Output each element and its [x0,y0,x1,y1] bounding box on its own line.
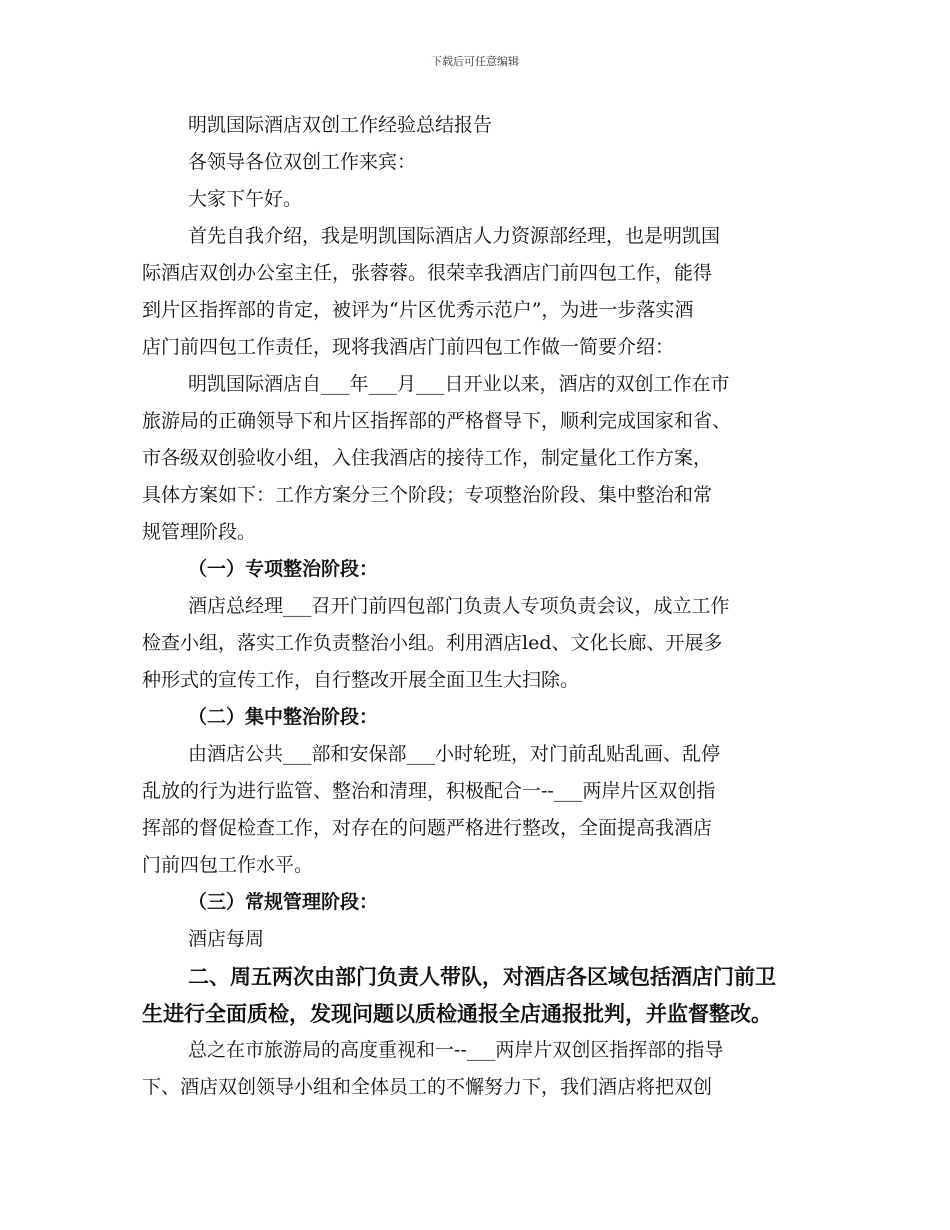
text-line: 门前四包工作水平。 [142,854,314,876]
text-line: 具体方案如下：工作方案分三个阶段；专项整治阶段、集中整治和常 [142,484,713,506]
text-line: 由酒店公共___部和安保部___小时轮班，对门前乱贴乱画、乱停 [188,743,721,765]
text-line: （一）专项整治阶段： [188,558,379,580]
text-line: （三）常规管理阶段： [188,891,379,913]
text-line: 挥部的督促检查工作，对存在的问题严格进行整改，全面提高我酒店 [142,817,713,839]
text-line: 大家下午好。 [188,188,303,210]
text-line: 生进行全面质检，发现问题以质检通报全店通报批判，并监督整改。 [142,1001,772,1026]
text-line: 二、周五两次由部门负责人带队，对酒店各区域包括酒店门前卫 [188,964,776,989]
text-line: 酒店每周 [188,928,265,950]
text-line: （二）集中整治阶段： [188,706,379,728]
text-line: 酒店总经理___召开门前四包部门负责人专项负责会议，成立工作 [188,595,730,617]
text-line: 乱放的行为进行监管、整治和清理，积极配合一--___两岸片区双创指 [142,780,716,802]
text-line: 首先自我介绍，我是明凯国际酒店人力资源部经理，也是明凯国 [188,225,721,247]
text-line: 检查小组，落实工作负责整治小组。利用酒店led、文化长廊、开展多 [142,632,723,654]
text-line: 旅游局的正确领导下和片区指挥部的严格督导下，顺利完成国家和省、 [142,410,732,432]
text-line: 下、酒店双创领导小组和全体员工的不懈努力下，我们酒店将把双创 [142,1076,713,1098]
text-line: 明凯国际酒店双创工作经验总结报告 [188,114,493,136]
text-line: 市各级双创验收小组，入住我酒店的接待工作，制定量化工作方案， [142,447,713,469]
text-line: 到片区指挥部的肯定，被评为“片区优秀示范户”，为进一步落实酒 [142,299,694,321]
text-line: 种形式的宣传工作，自行整改开展全面卫生大扫除。 [142,669,580,691]
text-line: 各领导各位双创工作来宾： [188,151,417,173]
document-body [142,107,832,1106]
text-line: 明凯国际酒店自___年___月___日开业以来，酒店的双创工作在市 [188,373,730,395]
text-line: 规管理阶段。 [142,521,257,543]
text-line: 际酒店双创办公室主任，张蓉蓉。很荣幸我酒店门前四包工作，能得 [142,262,713,284]
page-header: 下载后可任意编辑 [431,55,519,68]
text-line: 总之在市旅游局的高度重视和一--___两岸片双创区指挥部的指导 [188,1039,724,1061]
text-line: 店门前四包工作责任，现将我酒店门前四包工作做一简要介绍： [142,336,675,358]
